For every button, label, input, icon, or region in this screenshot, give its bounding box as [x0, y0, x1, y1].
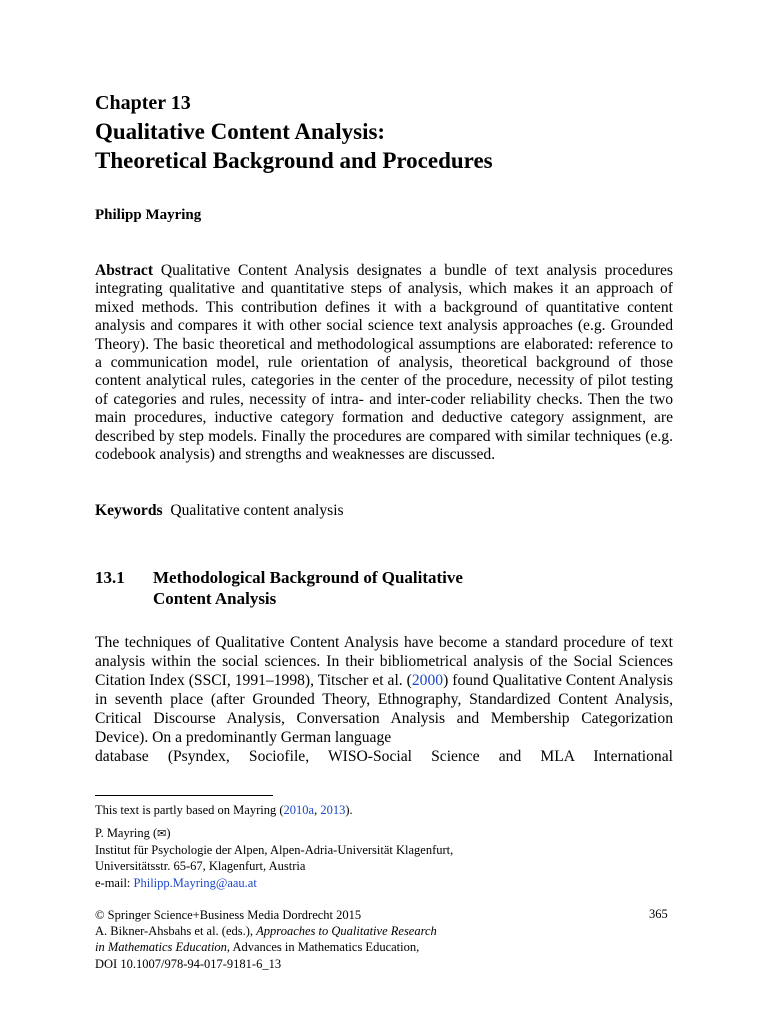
book-title-b: in Mathematics Education: [95, 940, 227, 955]
footnote-divider: [95, 795, 273, 796]
section-title-line1: Methodological Background of Qualitative: [153, 568, 463, 587]
section-heading: [95, 567, 463, 609]
citation-link-2010a[interactable]: 2010a: [283, 803, 315, 817]
citation-link-2013[interactable]: 2013: [320, 803, 346, 817]
abstract-label: Abstract: [95, 262, 154, 279]
series: , Advances in Mathematics Education,: [226, 940, 420, 955]
body-text-part2: ) found Qualitative Content Analysis in seventh place (after Grounded Theory, Ethnography, Standardized Content Analysis, Critical Discourse Analysis, Conversation Analysis and Membership Categorization Device). On a predominantly German language: [95, 672, 673, 746]
affiliation-line2: Universitätsstr. 65-67, Klagenfurt, Austria: [95, 859, 306, 874]
email-link[interactable]: Philipp.Mayring@aau.at: [133, 875, 257, 890]
footnote-suffix: ).: [345, 803, 353, 817]
chapter-title-line2: Theoretical Background and Procedures: [95, 148, 493, 173]
chapter-title: [95, 117, 493, 175]
abstract-text: Qualitative Content Analysis designates a bundle of text analysis procedures integrating qualitative and quantitative steps of analysis, which makes it an approach of mixed methods. This contribution defines it with a background of quantitative content analysis and compares it with other social science text analysis approaches (e.g. Grounded Theory). The basic theoretical and methodological assumptions are elaborated: reference to a communication model, rule orientation of analysis, theoretical background of those content analytical rules, categories in the center of the procedure, necessity of pilot testing of categories and rules, necessity of intra- and inter-coder reliability checks. Then the two main procedures, inductive category formation and deductive category assignment, are described by step models. Finally the procedures are compared with similar techniques (e.g. codebook analysis) and strengths and weaknesses are discussed.: [95, 262, 673, 464]
publication-info: [95, 907, 437, 972]
affiliation-name: P. Mayring (: [95, 826, 158, 840]
email-label: e-mail:: [95, 875, 134, 890]
envelope-icon: ✉: [157, 827, 167, 840]
author-affiliation: [95, 825, 453, 891]
chapter-number: Chapter 13: [95, 92, 191, 114]
footnote-sep: ,: [314, 803, 321, 817]
keywords-text: Qualitative content analysis: [170, 502, 344, 519]
author-name: Philipp Mayring: [95, 207, 202, 223]
section-number: 13.1: [95, 568, 125, 587]
keywords: [95, 502, 344, 520]
editors: A. Bikner-Ahsbahs et al. (eds.),: [95, 924, 257, 939]
body-paragraph: [95, 633, 673, 766]
citation-link-2000[interactable]: 2000: [411, 672, 444, 689]
footnote: [95, 803, 353, 818]
chapter-title-line1: Qualitative Content Analysis:: [95, 119, 386, 144]
section-title-line2: Content Analysis: [153, 589, 277, 608]
page-number: 365: [649, 907, 668, 921]
body-text-last-line: database (Psyndex, Sociofile, WISO-Social Science and MLA International: [95, 748, 673, 765]
affiliation-line1: Institut für Psychologie der Alpen, Alpen-Adria-Universität Klagenfurt,: [95, 843, 454, 858]
abstract: [95, 262, 673, 464]
copyright-line: © Springer Science+Business Media Dordrecht 2015: [95, 908, 362, 922]
doi: DOI 10.1007/978-94-017-9181-6_13: [95, 956, 282, 971]
keywords-label: Keywords: [95, 502, 163, 519]
footnote-prefix: This text is partly based on Mayring (: [95, 803, 284, 817]
affiliation-name-close: ): [166, 826, 171, 840]
body-text-part1: The techniques of Qualitative Content Analysis have become a standard procedure of text analysis within the social sciences. In their bibliometrical analysis of the Social Sciences Citation Index (SSCI, 1991–1998), Titscher et al. (: [95, 634, 673, 689]
book-title-a: Approaches to Qualitative Research: [256, 924, 437, 939]
